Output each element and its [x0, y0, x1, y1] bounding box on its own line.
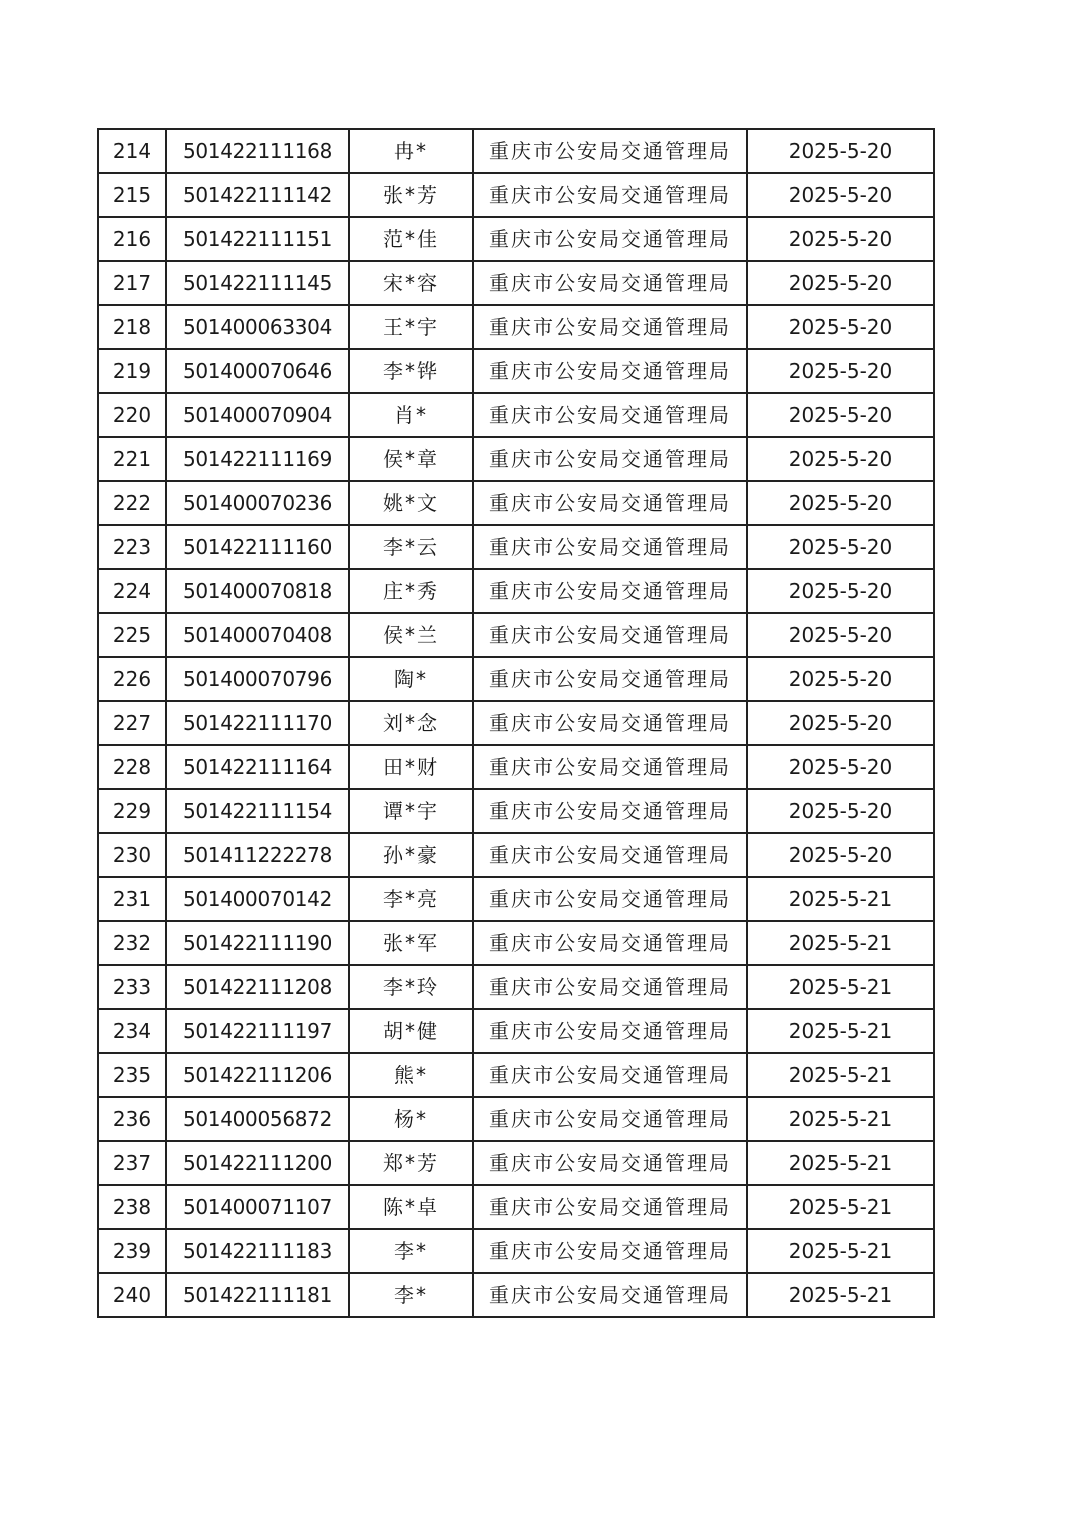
date-cell: 2025-5-21: [747, 1229, 934, 1273]
person-name-cell: 李*: [349, 1273, 473, 1317]
date-cell: 2025-5-21: [747, 1097, 934, 1141]
person-name-cell: 侯*章: [349, 437, 473, 481]
organization-cell: 重庆市公安局交通管理局: [473, 481, 747, 525]
date-cell: 2025-5-21: [747, 1141, 934, 1185]
record-code-cell: 501411222278: [166, 833, 349, 877]
person-name-cell: 宋*容: [349, 261, 473, 305]
table-row: [98, 261, 934, 305]
record-code-cell: 501400063304: [166, 305, 349, 349]
person-name-cell: 郑*芳: [349, 1141, 473, 1185]
date-cell: 2025-5-20: [747, 349, 934, 393]
table-row: [98, 877, 934, 921]
table-row: [98, 1009, 934, 1053]
record-code-cell: 501422111181: [166, 1273, 349, 1317]
date-cell: 2025-5-20: [747, 833, 934, 877]
person-name-cell: 田*财: [349, 745, 473, 789]
person-name-cell: 杨*: [349, 1097, 473, 1141]
row-number-cell: 219: [98, 349, 166, 393]
table-row: [98, 1097, 934, 1141]
table-row: [98, 1141, 934, 1185]
row-number-cell: 229: [98, 789, 166, 833]
date-cell: 2025-5-20: [747, 129, 934, 173]
table-row: [98, 1185, 934, 1229]
organization-cell: 重庆市公安局交通管理局: [473, 613, 747, 657]
organization-cell: 重庆市公安局交通管理局: [473, 173, 747, 217]
date-cell: 2025-5-20: [747, 701, 934, 745]
row-number-cell: 216: [98, 217, 166, 261]
person-name-cell: 谭*宇: [349, 789, 473, 833]
person-name-cell: 李*: [349, 1229, 473, 1273]
table-row: [98, 921, 934, 965]
table-row: [98, 173, 934, 217]
person-name-cell: 孙*豪: [349, 833, 473, 877]
row-number-cell: 214: [98, 129, 166, 173]
row-number-cell: 226: [98, 657, 166, 701]
organization-cell: 重庆市公安局交通管理局: [473, 349, 747, 393]
organization-cell: 重庆市公安局交通管理局: [473, 1097, 747, 1141]
date-cell: 2025-5-20: [747, 525, 934, 569]
date-cell: 2025-5-20: [747, 481, 934, 525]
record-code-cell: 501422111151: [166, 217, 349, 261]
record-code-cell: 501400070408: [166, 613, 349, 657]
person-name-cell: 王*宇: [349, 305, 473, 349]
organization-cell: 重庆市公安局交通管理局: [473, 1185, 747, 1229]
person-name-cell: 李*铧: [349, 349, 473, 393]
person-name-cell: 庄*秀: [349, 569, 473, 613]
row-number-cell: 240: [98, 1273, 166, 1317]
record-code-cell: 501422111168: [166, 129, 349, 173]
table-row: [98, 393, 934, 437]
row-number-cell: 228: [98, 745, 166, 789]
row-number-cell: 238: [98, 1185, 166, 1229]
date-cell: 2025-5-20: [747, 217, 934, 261]
organization-cell: 重庆市公安局交通管理局: [473, 261, 747, 305]
record-code-cell: 501422111200: [166, 1141, 349, 1185]
person-name-cell: 李*亮: [349, 877, 473, 921]
person-name-cell: 肖*: [349, 393, 473, 437]
table-row: [98, 1053, 934, 1097]
date-cell: 2025-5-21: [747, 1185, 934, 1229]
record-code-cell: 501422111206: [166, 1053, 349, 1097]
date-cell: 2025-5-21: [747, 1273, 934, 1317]
record-code-cell: 501400071107: [166, 1185, 349, 1229]
date-cell: 2025-5-21: [747, 1053, 934, 1097]
table-row: [98, 1229, 934, 1273]
organization-cell: 重庆市公安局交通管理局: [473, 1009, 747, 1053]
person-name-cell: 陶*: [349, 657, 473, 701]
date-cell: 2025-5-20: [747, 657, 934, 701]
organization-cell: 重庆市公安局交通管理局: [473, 1273, 747, 1317]
organization-cell: 重庆市公安局交通管理局: [473, 1141, 747, 1185]
table-row: [98, 525, 934, 569]
table-row: [98, 437, 934, 481]
table-row: [98, 129, 934, 173]
row-number-cell: 223: [98, 525, 166, 569]
date-cell: 2025-5-20: [747, 173, 934, 217]
organization-cell: 重庆市公安局交通管理局: [473, 789, 747, 833]
table-row: [98, 745, 934, 789]
organization-cell: 重庆市公安局交通管理局: [473, 1053, 747, 1097]
organization-cell: 重庆市公安局交通管理局: [473, 877, 747, 921]
record-code-cell: 501422111197: [166, 1009, 349, 1053]
person-name-cell: 侯*兰: [349, 613, 473, 657]
organization-cell: 重庆市公安局交通管理局: [473, 701, 747, 745]
date-cell: 2025-5-21: [747, 1009, 934, 1053]
row-number-cell: 232: [98, 921, 166, 965]
table-row: [98, 1273, 934, 1317]
date-cell: 2025-5-21: [747, 877, 934, 921]
organization-cell: 重庆市公安局交通管理局: [473, 525, 747, 569]
row-number-cell: 224: [98, 569, 166, 613]
record-code-cell: 501422111154: [166, 789, 349, 833]
row-number-cell: 236: [98, 1097, 166, 1141]
record-code-cell: 501422111164: [166, 745, 349, 789]
record-code-cell: 501400056872: [166, 1097, 349, 1141]
table-row: [98, 701, 934, 745]
row-number-cell: 239: [98, 1229, 166, 1273]
row-number-cell: 233: [98, 965, 166, 1009]
person-name-cell: 熊*: [349, 1053, 473, 1097]
organization-cell: 重庆市公安局交通管理局: [473, 305, 747, 349]
table-row: [98, 613, 934, 657]
row-number-cell: 220: [98, 393, 166, 437]
row-number-cell: 222: [98, 481, 166, 525]
person-name-cell: 胡*健: [349, 1009, 473, 1053]
record-code-cell: 501422111160: [166, 525, 349, 569]
table-row: [98, 305, 934, 349]
record-code-cell: 501400070796: [166, 657, 349, 701]
date-cell: 2025-5-20: [747, 569, 934, 613]
table-row: [98, 569, 934, 613]
row-number-cell: 234: [98, 1009, 166, 1053]
date-cell: 2025-5-20: [747, 437, 934, 481]
table-row: [98, 965, 934, 1009]
date-cell: 2025-5-20: [747, 305, 934, 349]
table-row: [98, 481, 934, 525]
table-row: [98, 833, 934, 877]
date-cell: 2025-5-20: [747, 613, 934, 657]
organization-cell: 重庆市公安局交通管理局: [473, 657, 747, 701]
record-code-cell: 501422111183: [166, 1229, 349, 1273]
organization-cell: 重庆市公安局交通管理局: [473, 129, 747, 173]
organization-cell: 重庆市公安局交通管理局: [473, 569, 747, 613]
date-cell: 2025-5-20: [747, 789, 934, 833]
record-code-cell: 501400070646: [166, 349, 349, 393]
person-name-cell: 陈*卓: [349, 1185, 473, 1229]
date-cell: 2025-5-21: [747, 965, 934, 1009]
person-name-cell: 李*云: [349, 525, 473, 569]
organization-cell: 重庆市公安局交通管理局: [473, 833, 747, 877]
row-number-cell: 217: [98, 261, 166, 305]
row-number-cell: 235: [98, 1053, 166, 1097]
table-row: [98, 349, 934, 393]
record-code-cell: 501422111170: [166, 701, 349, 745]
organization-cell: 重庆市公安局交通管理局: [473, 393, 747, 437]
organization-cell: 重庆市公安局交通管理局: [473, 437, 747, 481]
row-number-cell: 225: [98, 613, 166, 657]
person-name-cell: 冉*: [349, 129, 473, 173]
organization-cell: 重庆市公安局交通管理局: [473, 745, 747, 789]
organization-cell: 重庆市公安局交通管理局: [473, 965, 747, 1009]
organization-cell: 重庆市公安局交通管理局: [473, 1229, 747, 1273]
roster-table-body: [98, 129, 934, 1317]
record-code-cell: 501422111190: [166, 921, 349, 965]
record-code-cell: 501400070236: [166, 481, 349, 525]
table-row: [98, 789, 934, 833]
row-number-cell: 237: [98, 1141, 166, 1185]
person-name-cell: 李*玲: [349, 965, 473, 1009]
person-name-cell: 刘*念: [349, 701, 473, 745]
record-code-cell: 501400070904: [166, 393, 349, 437]
table-row: [98, 657, 934, 701]
date-cell: 2025-5-20: [747, 261, 934, 305]
roster-table: [97, 128, 935, 1318]
person-name-cell: 张*军: [349, 921, 473, 965]
row-number-cell: 215: [98, 173, 166, 217]
person-name-cell: 张*芳: [349, 173, 473, 217]
record-code-cell: 501422111208: [166, 965, 349, 1009]
table-row: [98, 217, 934, 261]
row-number-cell: 231: [98, 877, 166, 921]
row-number-cell: 227: [98, 701, 166, 745]
organization-cell: 重庆市公安局交通管理局: [473, 921, 747, 965]
date-cell: 2025-5-21: [747, 921, 934, 965]
record-code-cell: 501422111142: [166, 173, 349, 217]
date-cell: 2025-5-20: [747, 745, 934, 789]
record-code-cell: 501422111169: [166, 437, 349, 481]
record-code-cell: 501422111145: [166, 261, 349, 305]
organization-cell: 重庆市公安局交通管理局: [473, 217, 747, 261]
row-number-cell: 221: [98, 437, 166, 481]
row-number-cell: 218: [98, 305, 166, 349]
person-name-cell: 范*佳: [349, 217, 473, 261]
record-code-cell: 501400070142: [166, 877, 349, 921]
person-name-cell: 姚*文: [349, 481, 473, 525]
record-code-cell: 501400070818: [166, 569, 349, 613]
row-number-cell: 230: [98, 833, 166, 877]
date-cell: 2025-5-20: [747, 393, 934, 437]
